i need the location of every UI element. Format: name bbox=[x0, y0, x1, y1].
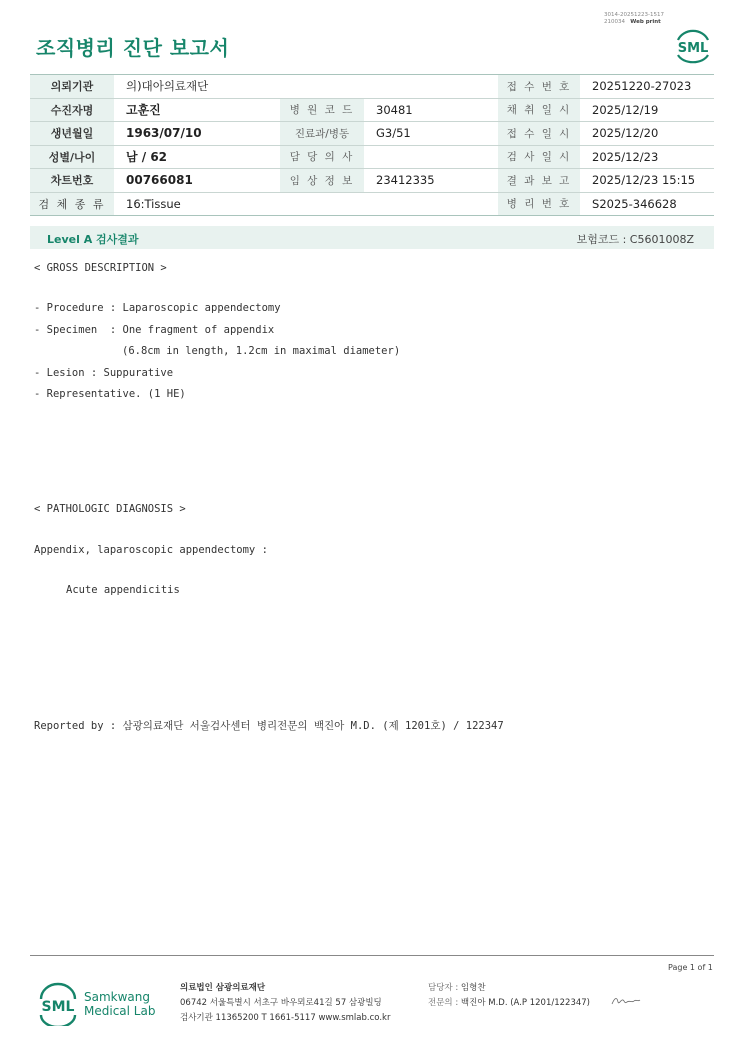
reception-date-label: 접 수 일 시 bbox=[498, 122, 580, 146]
specimen-type-label: 검 체 종 류 bbox=[30, 192, 114, 216]
staff-info bbox=[428, 981, 590, 1011]
hospital-code-value: 30481 bbox=[364, 98, 498, 122]
reception-no-label: 접 수 번 호 bbox=[498, 75, 580, 99]
pathology-no-label: 병 리 번 호 bbox=[498, 192, 580, 216]
reported-by: Reported by : 삼광의료재단 서울검사센터 병리전문의 백진아 M.D. (제 1201호) / 122347 bbox=[34, 720, 504, 732]
result-report-label: 결 과 보 고 bbox=[498, 169, 580, 193]
info-row bbox=[30, 75, 714, 99]
exam-date-value: 2025/12/23 bbox=[580, 145, 714, 169]
patient-info-table bbox=[30, 74, 714, 216]
chart-no-value: 00766081 bbox=[114, 169, 280, 193]
hospital-code-label: 병 원 코 드 bbox=[280, 98, 364, 122]
logo-bottom-text: SML bbox=[41, 999, 75, 1015]
requesting-org-label: 의뢰기관 bbox=[30, 75, 114, 99]
diagnosis-site: Appendix, laparoscopic appendectomy : bbox=[34, 544, 268, 556]
corp-name: 의료법인 삼광의료재단 bbox=[180, 983, 266, 993]
print-code-line1: 3014-20251223-1517 bbox=[604, 12, 664, 18]
logo-top-text: SML bbox=[677, 41, 709, 56]
info-row bbox=[30, 169, 714, 193]
staff-label: 담당자 : bbox=[428, 983, 459, 993]
doctor-label: 담 당 의 사 bbox=[280, 145, 364, 169]
specimen-size-line: (6.8cm in length, 1.2cm in maximal diameter) bbox=[122, 345, 401, 357]
signature-mark bbox=[610, 994, 642, 1008]
exam-date-label: 검 사 일 시 bbox=[498, 145, 580, 169]
sex-age-label: 성별/나이 bbox=[30, 145, 114, 169]
staff-name: 임형찬 bbox=[460, 983, 486, 993]
specialist-name: 백진아 M.D. (A.P 1201/122347) bbox=[460, 998, 590, 1008]
reception-date-value: 2025/12/20 bbox=[580, 122, 714, 146]
brand-line1: Samkwang bbox=[84, 990, 150, 1004]
footer-divider bbox=[30, 955, 714, 956]
collection-date-value: 2025/12/19 bbox=[580, 98, 714, 122]
birth-value: 1963/07/10 bbox=[114, 122, 280, 146]
corp-info bbox=[180, 981, 390, 1026]
dept-value: G3/51 bbox=[364, 122, 498, 146]
pathology-no-value: S2025-346628 bbox=[580, 192, 714, 216]
insurance-code: 보험코드 : C5601008Z bbox=[576, 233, 694, 246]
clinical-info-value: 23412335 bbox=[364, 169, 498, 193]
diagnosis-text: Acute appendicitis bbox=[66, 584, 180, 596]
lesion-line: - Lesion : Suppurative bbox=[34, 367, 174, 379]
sml-logo-icon bbox=[672, 26, 714, 64]
chart-no-label: 차트번호 bbox=[30, 169, 114, 193]
brand-name bbox=[84, 990, 155, 1018]
page-number: Page 1 of 1 bbox=[668, 963, 713, 972]
print-type: Web print bbox=[630, 19, 661, 25]
level-label: Level A 검사결과 bbox=[47, 233, 139, 246]
brand-line2: Medical Lab bbox=[84, 1004, 156, 1018]
specimen-line: - Specimen : One fragment of appendix bbox=[34, 324, 275, 336]
print-code-line2: 210034 bbox=[604, 19, 625, 25]
report-title: 조직병리 진단 보고서 bbox=[36, 36, 230, 60]
info-row bbox=[30, 122, 714, 146]
print-code bbox=[604, 12, 664, 26]
patient-label: 수진자명 bbox=[30, 98, 114, 122]
reception-no-value: 20251220-27023 bbox=[580, 75, 714, 99]
result-level-bar bbox=[30, 226, 714, 249]
info-row bbox=[30, 192, 714, 216]
doctor-value bbox=[364, 145, 498, 169]
info-row bbox=[30, 98, 714, 122]
info-row bbox=[30, 145, 714, 169]
representative-line: - Representative. (1 HE) bbox=[34, 388, 186, 400]
sex-age-value: 남 / 62 bbox=[114, 145, 280, 169]
diagnosis-heading: < PATHOLOGIC DIAGNOSIS > bbox=[34, 503, 186, 515]
dept-label: 진료과/병동 bbox=[280, 122, 364, 146]
requesting-org-value: 의)대아의료재단 bbox=[114, 75, 498, 99]
clinical-info-label: 임 상 정 보 bbox=[280, 169, 364, 193]
specialist-label: 전문의 : bbox=[428, 998, 459, 1008]
patient-value: 고훈진 bbox=[114, 98, 280, 122]
sml-footer-logo-icon bbox=[36, 982, 80, 1026]
specimen-type-value: 16:Tissue bbox=[114, 192, 498, 216]
procedure-line: - Procedure : Laparoscopic appendectomy bbox=[34, 302, 281, 314]
corp-address: 06742 서울특별시 서초구 바우뫼로41길 57 삼광빌딩 bbox=[180, 998, 382, 1008]
birth-label: 생년월일 bbox=[30, 122, 114, 146]
corp-contact: 검사기관 11365200 T 1661-5117 www.smlab.co.kr bbox=[180, 1013, 391, 1023]
gross-heading: < GROSS DESCRIPTION > bbox=[34, 262, 167, 274]
result-report-value: 2025/12/23 15:15 bbox=[580, 169, 714, 193]
collection-date-label: 채 취 일 시 bbox=[498, 98, 580, 122]
